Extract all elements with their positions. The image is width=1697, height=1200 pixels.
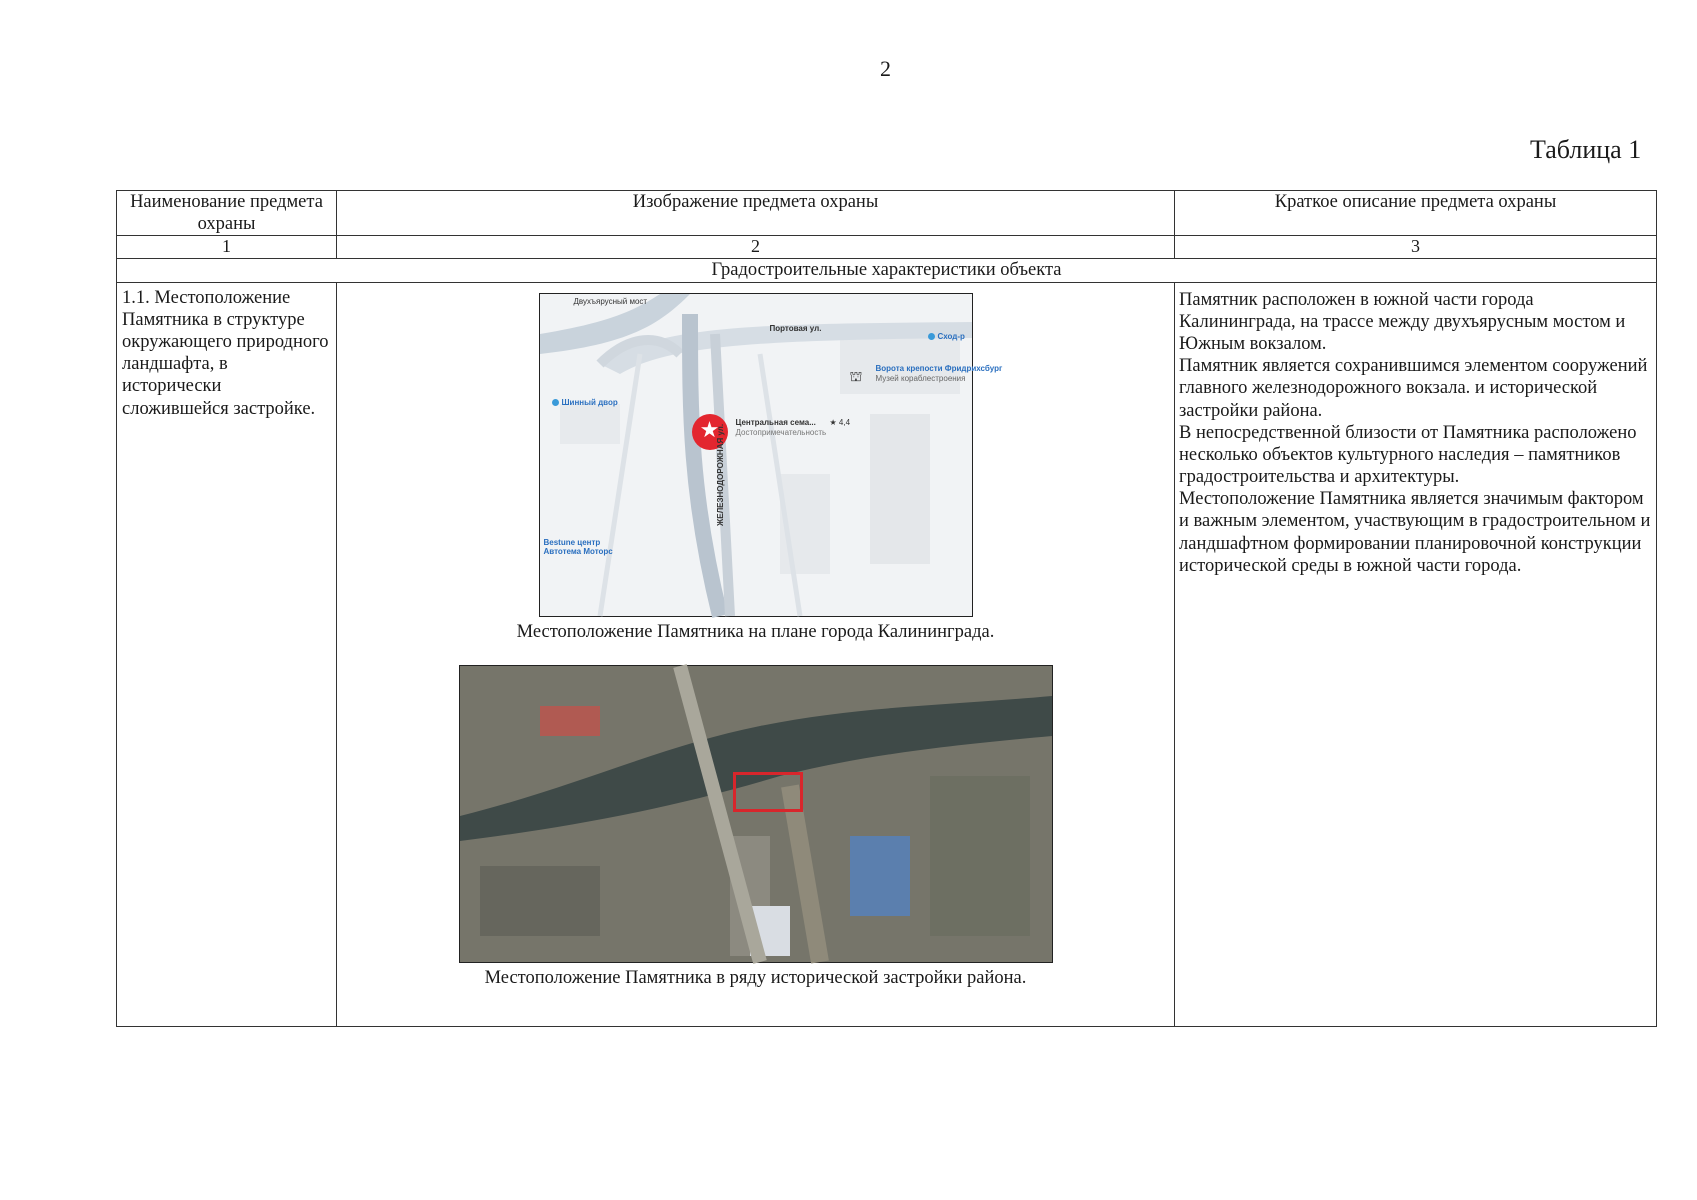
aerial-graphic [460,666,1052,962]
description-cell [1175,282,1657,1026]
subject-name: 1.1. Местоположение Памятника в структуре окружающего природного ландшафта, в исторически сложившейся застройке. [117,282,337,1026]
header-description: Краткое описание предмета охраны [1175,191,1657,236]
description-paragraph-1: Памятник расположен в южной части города Калининграда, на трассе между двухъярусным мостом и Южным вокзалом. [1179,289,1626,354]
map-label-port-street: Портовая ул. [769,323,822,333]
table-title: Таблица 1 [1530,135,1642,164]
exit-icon [928,333,935,340]
column-number-3: 3 [1175,236,1657,259]
map-label-museum: Музей кораблестроения [875,373,966,383]
protection-table-container [116,190,1656,1027]
section-title: Градостроительные характеристики объекта [117,259,1657,282]
map-label-gate: Ворота крепости Фридрихсбург [875,363,1003,373]
map-label-rail-street: ЖЕЛЕЗНОДОРОЖНАЯ ул. [715,423,725,526]
map-caption: Местоположение Памятника на плане города Калининграда. [516,621,995,642]
page-number: 2 [880,56,891,81]
city-map-image [539,293,1003,617]
monument-pin-icon[interactable]: ★ [692,414,728,450]
map-poi-name: Центральная сема... [735,417,816,427]
fortress-icon: ⛫ [849,367,863,384]
monument-highlight-box [733,772,803,812]
description-paragraph-3: В непосредственной близости от Памятника расположено несколько объектов культурного наследия – памятников градостроительства и архитектуры. [1179,422,1637,488]
aerial-photo-image [459,665,1053,963]
map-label-dealer1: Bestune центр [543,537,601,547]
map-poi-rating: ★ 4,4 [829,417,851,427]
map-graphic [540,294,972,616]
photo-caption: Местоположение Памятника в ряду исторической застройки района. [484,967,1027,988]
column-number-2: 2 [337,236,1175,259]
protection-table [116,190,1657,1027]
map-label-bridge: Двухъярусный мост [573,296,648,306]
description-paragraph-2: Памятник является сохранившимся элементом сооружений главного железнодорожного вокзала. и исторической застройки района. [1179,356,1648,421]
header-image: Изображение предмета охраны [337,191,1175,236]
header-name: Наименование предмета охраны [117,191,337,236]
map-label-exit: Сход-р [928,332,965,342]
image-cell [337,282,1175,1026]
tire-shop-icon [552,399,559,406]
column-number-1: 1 [117,236,337,259]
map-poi-type: Достопримечательность [735,427,827,437]
map-label-dealer2: Автотема Моторс [543,546,613,556]
description-paragraph-4: Местоположение Памятника является значимым фактором и важным элементом, участвующим в градостроительном и ландшафтном формировании планировочной конструкции исторической среды в южной части города. [1179,489,1651,576]
map-label-tire: Шинный двор [552,398,618,408]
